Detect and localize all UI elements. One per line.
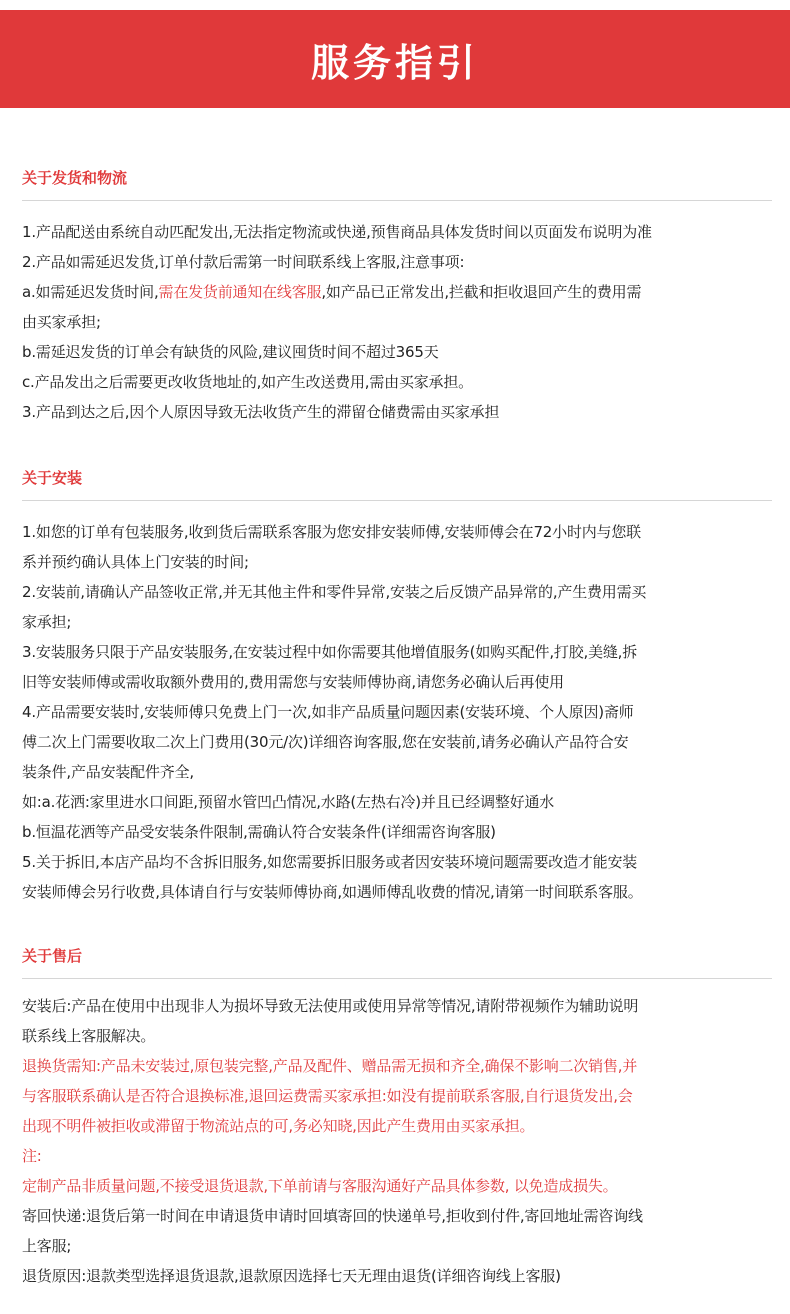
body-line: 联系线上客服解决。 xyxy=(22,1027,156,1045)
body-line: 2.产品如需延迟发货,订单付款后需第一时间联系线上客服,注意事项: xyxy=(22,253,465,271)
body-line: 退货原因:退款类型选择退货退款,退款原因选择七天无理由退货(详细咨询线上客服) xyxy=(22,1267,561,1285)
body-line: 3.安装服务只限于产品安装服务,在安装过程中如你需要其他增值服务(如购买配件,打胶,美缝,拆 xyxy=(22,643,638,661)
body-line: 1.产品配送由系统自动匹配发出,无法指定物流或快递,预售商品具体发货时间以页面发布说明为准 xyxy=(22,223,652,241)
body-line: 系并预约确认具体上门安装的时间; xyxy=(22,553,249,571)
body-line: 2.安装前,请确认产品签收正常,并无其他主件和零件异常,安装之后反馈产品异常的,产生费用需买 xyxy=(22,583,647,601)
body-line: 1.如您的订单有包装服务,收到货后需联系客服为您安排安装师傅,安装师傅会在72小时内与您联 xyxy=(22,523,641,541)
body-line: 4.产品需要安装时,安装师傅只免费上门一次,如非产品质量问题因素(安装环境、个人原因)斋师 xyxy=(22,703,634,721)
body-line: 上客服; xyxy=(22,1237,72,1255)
body-line: 3.产品到达之后,因个人原因导致无法收货产生的滞留仓储费需由买家承担 xyxy=(22,403,500,421)
section-title: 关于售后 xyxy=(22,947,83,965)
section-installation xyxy=(22,468,772,907)
body-line: 由买家承担; xyxy=(22,313,101,331)
title-banner xyxy=(0,10,790,108)
section-body xyxy=(22,217,772,427)
body-line xyxy=(22,277,772,307)
body-line: 装条件,产品安装配件齐全, xyxy=(22,763,194,781)
section-body xyxy=(22,517,772,907)
line-text: a.如需延迟发货时间, xyxy=(22,283,159,301)
highlight-text: 需在发货前通知在线客服 xyxy=(158,283,322,301)
notice-line: 退换货需知:产品未安装过,原包装完整,产品及配件、赠品需无损和齐全,确保不影响二次销售,并 xyxy=(22,1057,638,1075)
notice-line: 与客服联系确认是否符合退换标准,退回运费需买家承担:如没有提前联系客服,自行退货发出,会 xyxy=(22,1087,633,1105)
section-body xyxy=(22,991,772,1291)
body-line: 寄回快递:退货后第一时间在申请退货申请时回填寄回的快递单号,拒收到付件,寄回地址需咨询线 xyxy=(22,1207,643,1225)
body-line: b.恒温花洒等产品受安装条件限制,需确认符合安装条件(详细需咨询客服) xyxy=(22,823,496,841)
body-line: 旧等安装师傅或需收取额外费用的,费用需您与安装师傅协商,请您务必确认后再使用 xyxy=(22,673,564,691)
body-line: c.产品发出之后需要更改收货地址的,如产生改送费用,需由买家承担。 xyxy=(22,373,473,391)
section-divider xyxy=(22,200,772,201)
notice-line: 定制产品非质量问题,不接受退货退款,下单前请与客服沟通好产品具体参数, 以免造成损失。 xyxy=(22,1177,618,1195)
section-title: 关于发货和物流 xyxy=(22,169,128,187)
body-line: 安装后:产品在使用中出现非人为损坏导致无法使用或使用异常等情况,请附带视频作为辅助说明 xyxy=(22,997,639,1015)
body-line: 家承担; xyxy=(22,613,72,631)
section-after-sales xyxy=(22,946,772,1291)
body-line: b.需延迟发货的订单会有缺货的风险,建议囤货时间不超过365天 xyxy=(22,343,439,361)
section-divider xyxy=(22,978,772,979)
section-shipping xyxy=(22,168,772,427)
section-title: 关于安装 xyxy=(22,469,83,487)
section-divider xyxy=(22,500,772,501)
body-line: 5.关于拆旧,本店产品均不含拆旧服务,如您需要拆旧服务或者因安装环境问题需要改造才能安装 xyxy=(22,853,638,871)
page-title: 服务指引 xyxy=(310,40,479,85)
body-line: 安装师傅会另行收费,具体请自行与安装师傅协商,如遇师傅乱收费的情况,请第一时间联系客服。 xyxy=(22,883,643,901)
body-line: 如:a.花洒:家里进水口间距,预留水管凹凸情况,水路(左热右冷)并且已经调整好通水 xyxy=(22,793,555,811)
notice-line: 出现不明件被拒收或滞留于物流站点的可,务必知晓,因此产生费用由买家承担。 xyxy=(22,1117,535,1135)
body-line: 傅二次上门需要收取二次上门费用(30元/次)详细咨询客服,您在安装前,请务必确认产品符合安 xyxy=(22,733,629,751)
line-text: ,如产品已正常发出,拦截和拒收退回产生的费用需 xyxy=(321,283,642,301)
notice-line: 注: xyxy=(22,1147,42,1165)
